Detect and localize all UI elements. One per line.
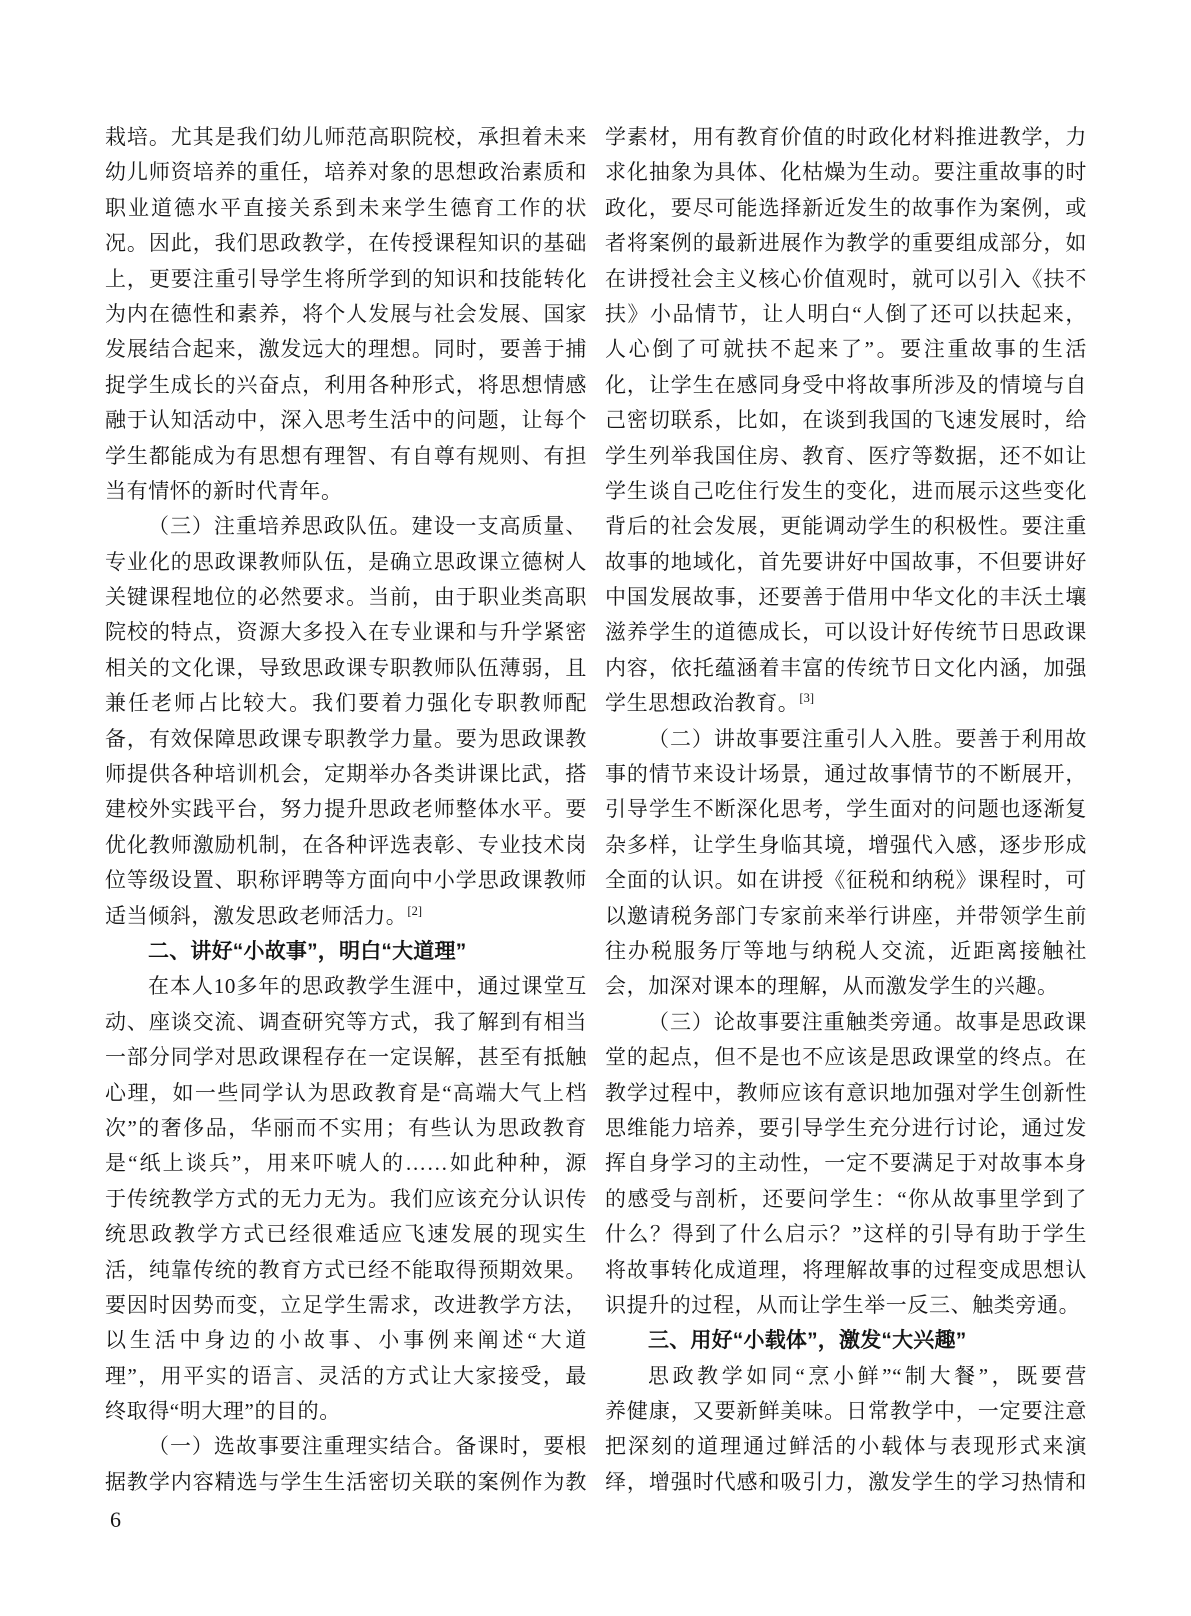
body-text-line xyxy=(605,509,1087,544)
line-text: 人心倒了可就扶不起来了”。要注重故事的生活 xyxy=(605,337,1087,362)
line-text: 滋养学生的道德成长，可以设计好传统节日思政课 xyxy=(605,620,1087,645)
line-text: 故事的地域化，首先要讲好中国故事，不但要讲好 xyxy=(605,549,1087,574)
body-text-line xyxy=(605,297,1087,332)
line-text: 学素材，用有教育价值的时政化材料推进教学，力 xyxy=(605,125,1087,149)
body-text-line xyxy=(605,1005,1087,1040)
body-text-line xyxy=(105,828,587,863)
line-text: 关键课程地位的必然要求。当前，由于职业类高职 xyxy=(105,585,587,610)
body-text-line xyxy=(105,1359,587,1394)
body-text-line xyxy=(105,969,587,1004)
line-text: 于传统教学方式的无力无为。我们应该充分认识传 xyxy=(105,1186,587,1211)
line-text: （一）选故事要注重理实结合。备课时，要根 xyxy=(148,1434,587,1459)
body-text-line xyxy=(105,1111,587,1146)
line-text: 中国发展故事，还要善于借用中华文化的丰沃土壤 xyxy=(605,585,1087,610)
line-text: 是“纸上谈兵”，用来吓唬人的……如此种种，源 xyxy=(105,1151,587,1176)
body-text-line xyxy=(605,120,1087,155)
line-text: 况。因此，我们思政教学，在传授课程知识的基础 xyxy=(105,231,587,256)
body-text-line xyxy=(105,1182,587,1217)
body-text-line xyxy=(605,863,1087,898)
line-text: 者将案例的最新进展作为教学的重要组成部分，如 xyxy=(605,231,1087,256)
line-text: 适当倾斜，激发思政老师活力。 xyxy=(105,903,408,928)
line-text: 当有情怀的新时代青年。 xyxy=(105,478,343,503)
body-text-line xyxy=(105,1040,587,1075)
line-text: 思维能力培养，要引导学生充分进行讨论，通过发 xyxy=(605,1115,1087,1140)
line-text: 优化教师激励机制，在各种评选表彰、专业技术岗 xyxy=(105,832,587,857)
line-text: 学生列举我国住房、教育、医疗等数据，还不如让 xyxy=(605,443,1087,468)
body-text-line xyxy=(605,474,1087,509)
line-text: 相关的文化课，导致思政课专职教师队伍薄弱，且 xyxy=(105,655,587,680)
line-text: 求化抽象为具体、化枯燥为生动。要注重故事的时 xyxy=(605,160,1087,185)
line-text: 学生都能成为有思想有理智、有自尊有规则、有担 xyxy=(105,443,587,468)
body-text-line xyxy=(105,686,587,721)
line-text: 二、讲好“小故事”，明白“大道理” xyxy=(148,939,467,963)
line-text: 动、座谈交流、调查研究等方式，我了解到有相当 xyxy=(105,1009,587,1034)
line-text: （三）注重培养思政队伍。建设一支高质量、 xyxy=(148,514,587,539)
line-text: （二）讲故事要注重引人入胜。要善于利用故 xyxy=(648,726,1087,751)
body-text-line xyxy=(605,1253,1087,1288)
body-text-line xyxy=(605,1182,1087,1217)
line-text: 师提供各种培训机会，定期举办各类讲课比武，搭 xyxy=(105,762,587,787)
body-text-line xyxy=(605,615,1087,650)
body-text-line xyxy=(105,1005,587,1040)
line-text: 事的情节来设计场景，通过故事情节的不断展开， xyxy=(605,762,1087,787)
body-text-line xyxy=(605,332,1087,367)
body-text-line xyxy=(605,1076,1087,1111)
body-text-line xyxy=(605,262,1087,297)
footnote-reference: [2] xyxy=(407,903,422,918)
line-text: 院校的特点，资源大多投入在专业课和与升学紧密 xyxy=(105,620,587,645)
body-text-line xyxy=(105,1146,587,1181)
body-text-line xyxy=(105,474,587,509)
text-column-left xyxy=(105,120,587,1500)
body-text-line xyxy=(605,934,1087,969)
body-text-line xyxy=(605,191,1087,226)
line-text: 职业道德水平直接关系到未来学生德育工作的状 xyxy=(105,195,587,220)
line-text: 备，有效保障思政课专职教学力量。要为思政课教 xyxy=(105,726,587,751)
line-text: 心理，如一些同学认为思政教育是“高端大气上档 xyxy=(105,1080,587,1105)
line-text: 捉学生成长的兴奋点，利用各种形式，将思想情感 xyxy=(105,372,587,397)
line-text: 绎，增强时代感和吸引力，激发学生的学习热情和 xyxy=(605,1469,1087,1494)
body-text-line xyxy=(605,545,1087,580)
body-text-line xyxy=(605,1429,1087,1464)
line-text: 次”的奢侈品，华丽而不实用；有些认为思政教育 xyxy=(105,1115,587,1140)
line-text: 统思政教学方式已经很难适应飞速发展的现实生 xyxy=(105,1222,587,1247)
footnote-reference: [3] xyxy=(799,691,814,706)
body-text-line xyxy=(105,792,587,827)
body-text-line xyxy=(105,1465,587,1500)
body-text-line xyxy=(105,120,587,155)
section-heading xyxy=(105,934,587,969)
line-text: 专业化的思政课教师队伍，是确立思政课立德树人 xyxy=(105,549,587,574)
body-text-line xyxy=(605,1217,1087,1252)
body-text-line xyxy=(605,1359,1087,1394)
page-body xyxy=(105,120,1087,1500)
line-text: 活，纯靠传统的教育方式已经不能取得预期效果。 xyxy=(105,1257,587,1282)
body-text-line xyxy=(105,1323,587,1358)
body-text-line xyxy=(105,1429,587,1464)
body-text-line xyxy=(105,545,587,580)
line-text: 将故事转化成道理，将理解故事的过程变成思想认 xyxy=(605,1257,1087,1282)
body-text-line xyxy=(605,828,1087,863)
body-text-line xyxy=(605,686,1087,721)
line-text: 以邀请税务部门专家前来举行讲座，并带领学生前 xyxy=(605,903,1087,928)
line-text: 政化，要尽可能选择新近发生的故事作为案例，或 xyxy=(605,195,1087,220)
line-text: 教学过程中，教师应该有意识地加强对学生创新性 xyxy=(605,1080,1087,1105)
body-text-line xyxy=(105,297,587,332)
body-text-line xyxy=(105,1076,587,1111)
body-text-line xyxy=(605,969,1087,1004)
line-text: 位等级设置、职称评聘等方面向中小学思政课教师 xyxy=(105,868,587,893)
body-text-line xyxy=(105,332,587,367)
line-text: 三、用好“小载体”，激发“大兴趣” xyxy=(648,1329,967,1353)
line-text: 堂的起点，但不是也不应该是思政课堂的终点。在 xyxy=(605,1045,1087,1070)
body-text-line xyxy=(105,368,587,403)
text-column-right xyxy=(605,120,1087,1500)
section-heading xyxy=(605,1323,1087,1358)
body-text-line xyxy=(605,368,1087,403)
body-text-line xyxy=(105,863,587,898)
line-text: 什么？得到了什么启示？”这样的引导有助于学生 xyxy=(605,1222,1087,1247)
line-text: 据教学内容精选与学生生活密切关联的案例作为教 xyxy=(105,1469,587,1494)
body-text-line xyxy=(105,191,587,226)
body-text-line xyxy=(605,439,1087,474)
body-text-line xyxy=(605,899,1087,934)
line-text: 养健康，又要新鲜美味。日常教学中，一定要注意 xyxy=(605,1399,1087,1424)
line-text: 学生谈自己吃住行发生的变化，进而展示这些变化 xyxy=(605,478,1087,503)
body-text-line xyxy=(105,262,587,297)
line-text: 思政教学如同“烹小鲜”“制大餐”，既要营 xyxy=(648,1363,1087,1388)
body-text-line xyxy=(605,1465,1087,1500)
line-text: 识提升的过程，从而让学生举一反三、触类旁通。 xyxy=(605,1292,1081,1317)
line-text: 把深刻的道理通过鲜活的小载体与表现形式来演 xyxy=(605,1434,1087,1459)
line-text: 一部分同学对思政课程存在一定误解，甚至有抵触 xyxy=(105,1045,587,1070)
line-text: 融于认知活动中，深入思考生活中的问题，让每个 xyxy=(105,408,587,433)
line-text: 学生思想政治教育。 xyxy=(605,691,800,716)
body-text-line xyxy=(605,403,1087,438)
line-text: 内容，依托蕴涵着丰富的传统节日文化内涵，加强 xyxy=(605,655,1087,680)
body-text-line xyxy=(105,757,587,792)
page-number: 6 xyxy=(110,1507,121,1532)
body-text-line xyxy=(605,1040,1087,1075)
line-text: 建校外实践平台，努力提升思政老师整体水平。要 xyxy=(105,797,587,822)
line-text: 在本人10多年的思政教学生涯中，通过课堂互 xyxy=(148,974,587,999)
line-text: 为内在德性和素养，将个人发展与社会发展、国家 xyxy=(105,301,587,326)
body-text-line xyxy=(605,1111,1087,1146)
body-text-line xyxy=(105,155,587,190)
body-text-line xyxy=(605,580,1087,615)
line-text: 要因时因势而变，立足学生需求，改进教学方法， xyxy=(105,1292,587,1317)
body-text-line xyxy=(105,1288,587,1323)
body-text-line xyxy=(105,1394,587,1429)
body-text-line xyxy=(605,1146,1087,1181)
line-text: 扶》小品情节，让人明白“人倒了还可以扶起来， xyxy=(605,301,1087,326)
line-text: 背后的社会发展，更能调动学生的积极性。要注重 xyxy=(605,514,1087,539)
body-text-line xyxy=(105,722,587,757)
line-text: 全面的认识。如在讲授《征税和纳税》课程时，可 xyxy=(605,868,1087,893)
line-text: 理”，用平实的语言、灵活的方式让大家接受，最 xyxy=(105,1363,587,1388)
body-text-line xyxy=(605,757,1087,792)
line-text: 杂多样，让学生身临其境，增强代入感，逐步形成 xyxy=(605,832,1087,857)
line-text: 栽培。尤其是我们幼儿师范高职院校，承担着未来 xyxy=(105,125,587,149)
line-text: 引导学生不断深化思考，学生面对的问题也逐渐复 xyxy=(605,797,1087,822)
line-text: 幼儿师资培养的重任，培养对象的思想政治素质和 xyxy=(105,160,587,185)
line-text: 的感受与剖析，还要问学生：“你从故事里学到了 xyxy=(605,1186,1087,1211)
body-text-line xyxy=(105,226,587,261)
line-text: 挥自身学习的主动性，一定不要满足于对故事本身 xyxy=(605,1151,1087,1176)
line-text: （三）论故事要注重触类旁通。故事是思政课 xyxy=(648,1009,1087,1034)
body-text-line xyxy=(605,226,1087,261)
line-text: 兼任老师占比较大。我们要着力强化专职教师配 xyxy=(105,691,587,716)
body-text-line xyxy=(605,1394,1087,1429)
body-text-line xyxy=(105,439,587,474)
line-text: 终取得“明大理”的目的。 xyxy=(105,1399,341,1424)
line-text: 会，加深对课本的理解，从而激发学生的兴趣。 xyxy=(605,974,1059,999)
body-text-line xyxy=(105,1253,587,1288)
line-text: 己密切联系，比如，在谈到我国的飞速发展时，给 xyxy=(605,408,1087,433)
body-text-line xyxy=(605,1288,1087,1323)
body-text-line xyxy=(105,615,587,650)
body-text-line xyxy=(605,155,1087,190)
body-text-line xyxy=(105,899,587,934)
body-text-line xyxy=(105,509,587,544)
body-text-line xyxy=(105,1217,587,1252)
body-text-line xyxy=(105,403,587,438)
line-text: 以生活中身边的小故事、小事例来阐述“大道 xyxy=(105,1328,587,1353)
line-text: 往办税服务厅等地与纳税人交流，近距离接触社 xyxy=(605,938,1087,963)
line-text: 在讲授社会主义核心价值观时，就可以引入《扶不 xyxy=(605,266,1087,291)
body-text-line xyxy=(605,792,1087,827)
body-text-line xyxy=(605,651,1087,686)
body-text-line xyxy=(105,580,587,615)
body-text-line xyxy=(105,651,587,686)
line-text: 发展结合起来，激发远大的理想。同时，要善于捕 xyxy=(105,337,587,362)
body-text-line xyxy=(605,722,1087,757)
line-text: 上，更要注重引导学生将所学到的知识和技能转化 xyxy=(105,266,587,291)
line-text: 化，让学生在感同身受中将故事所涉及的情境与自 xyxy=(605,372,1087,397)
